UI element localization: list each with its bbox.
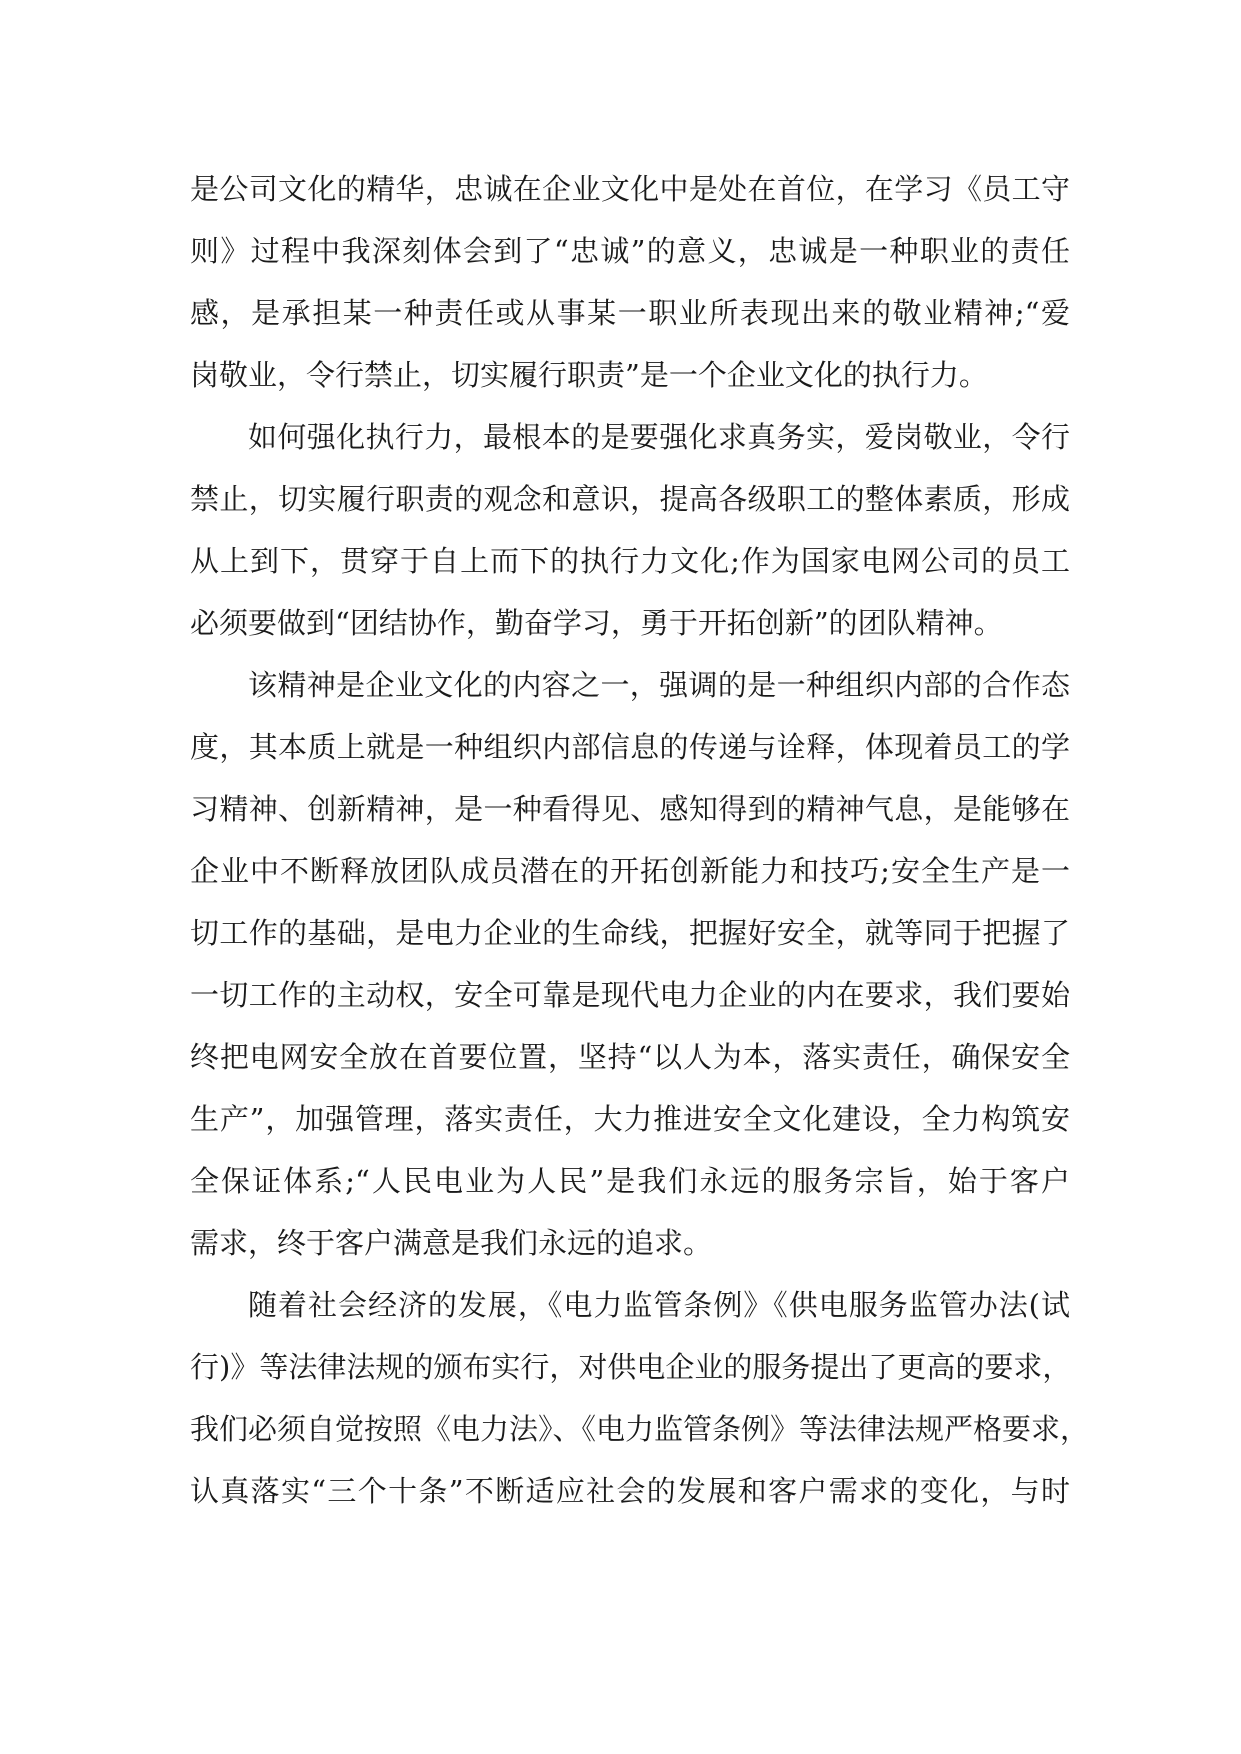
paragraph-3-line-8: 生产”，加强管理，落实责任，大力推进安全文化建设，全力构筑安 <box>190 1102 1070 1136</box>
paragraph-3-line-4: 企业中不断释放团队成员潜在的开拓创新能力和技巧;安全生产是一 <box>190 854 1070 888</box>
paragraph-2-line-2: 禁止，切实履行职责的观念和意识，提高各级职工的整体素质，形成 <box>190 482 1070 516</box>
paragraph-3-line-7: 终把电网安全放在首要位置，坚持“以人为本，落实责任，确保安全 <box>190 1040 1070 1074</box>
paragraph-1-line-3: 感，是承担某一种责任或从事某一职业所表现出来的敬业精神;“爱 <box>190 296 1070 330</box>
document-body <box>190 158 1090 1522</box>
paragraph-2-line-1: 如何强化执行力，最根本的是要强化求真务实，爱岗敬业，令行 <box>248 420 1070 454</box>
paragraph-2-line-3: 从上到下，贯穿于自上而下的执行力文化;作为国家电网公司的员工 <box>190 544 1070 578</box>
paragraph-4-line-2: 行)》等法律法规的颁布实行，对供电企业的服务提出了更高的要求， <box>190 1350 1072 1384</box>
paragraph-1-line-4: 岗敬业，令行禁止，切实履行职责”是一个企业文化的执行力。 <box>190 358 988 392</box>
paragraph-3-line-5: 切工作的基础，是电力企业的生命线，把握好安全，就等同于把握了 <box>190 916 1070 950</box>
paragraph-3-line-1: 该精神是企业文化的内容之一，强调的是一种组织内部的合作态 <box>248 668 1070 702</box>
paragraph-4-line-4: 认真落实“三个十条”不断适应社会的发展和客户需求的变化，与时 <box>190 1474 1070 1508</box>
paragraph-3-line-9: 全保证体系;“人民电业为人民”是我们永远的服务宗旨，始于客户 <box>190 1164 1070 1198</box>
paragraph-1-line-2: 则》过程中我深刻体会到了“忠诚”的意义，忠诚是一种职业的责任 <box>190 234 1070 268</box>
paragraph-3-line-6: 一切工作的主动权，安全可靠是现代电力企业的内在要求，我们要始 <box>190 978 1070 1012</box>
paragraph-2-line-4: 必须要做到“团结协作，勤奋学习，勇于开拓创新”的团队精神。 <box>190 606 1003 640</box>
paragraph-4-line-3: 我们必须自觉按照《电力法》、《电力监管条例》等法律法规严格要求， <box>190 1412 1090 1446</box>
paragraph-3-line-2: 度，其本质上就是一种组织内部信息的传递与诠释，体现着员工的学 <box>190 730 1070 764</box>
paragraph-4-line-1: 随着社会经济的发展，《电力监管条例》《供电服务监管办法(试 <box>248 1288 1070 1322</box>
paragraph-1-line-1: 是公司文化的精华，忠诚在企业文化中是处在首位，在学习《员工守 <box>190 172 1070 206</box>
paragraph-3-line-3: 习精神、创新精神，是一种看得见、感知得到的精神气息，是能够在 <box>190 792 1070 826</box>
paragraph-3-line-10: 需求，终于客户满意是我们永远的追求。 <box>190 1226 713 1260</box>
